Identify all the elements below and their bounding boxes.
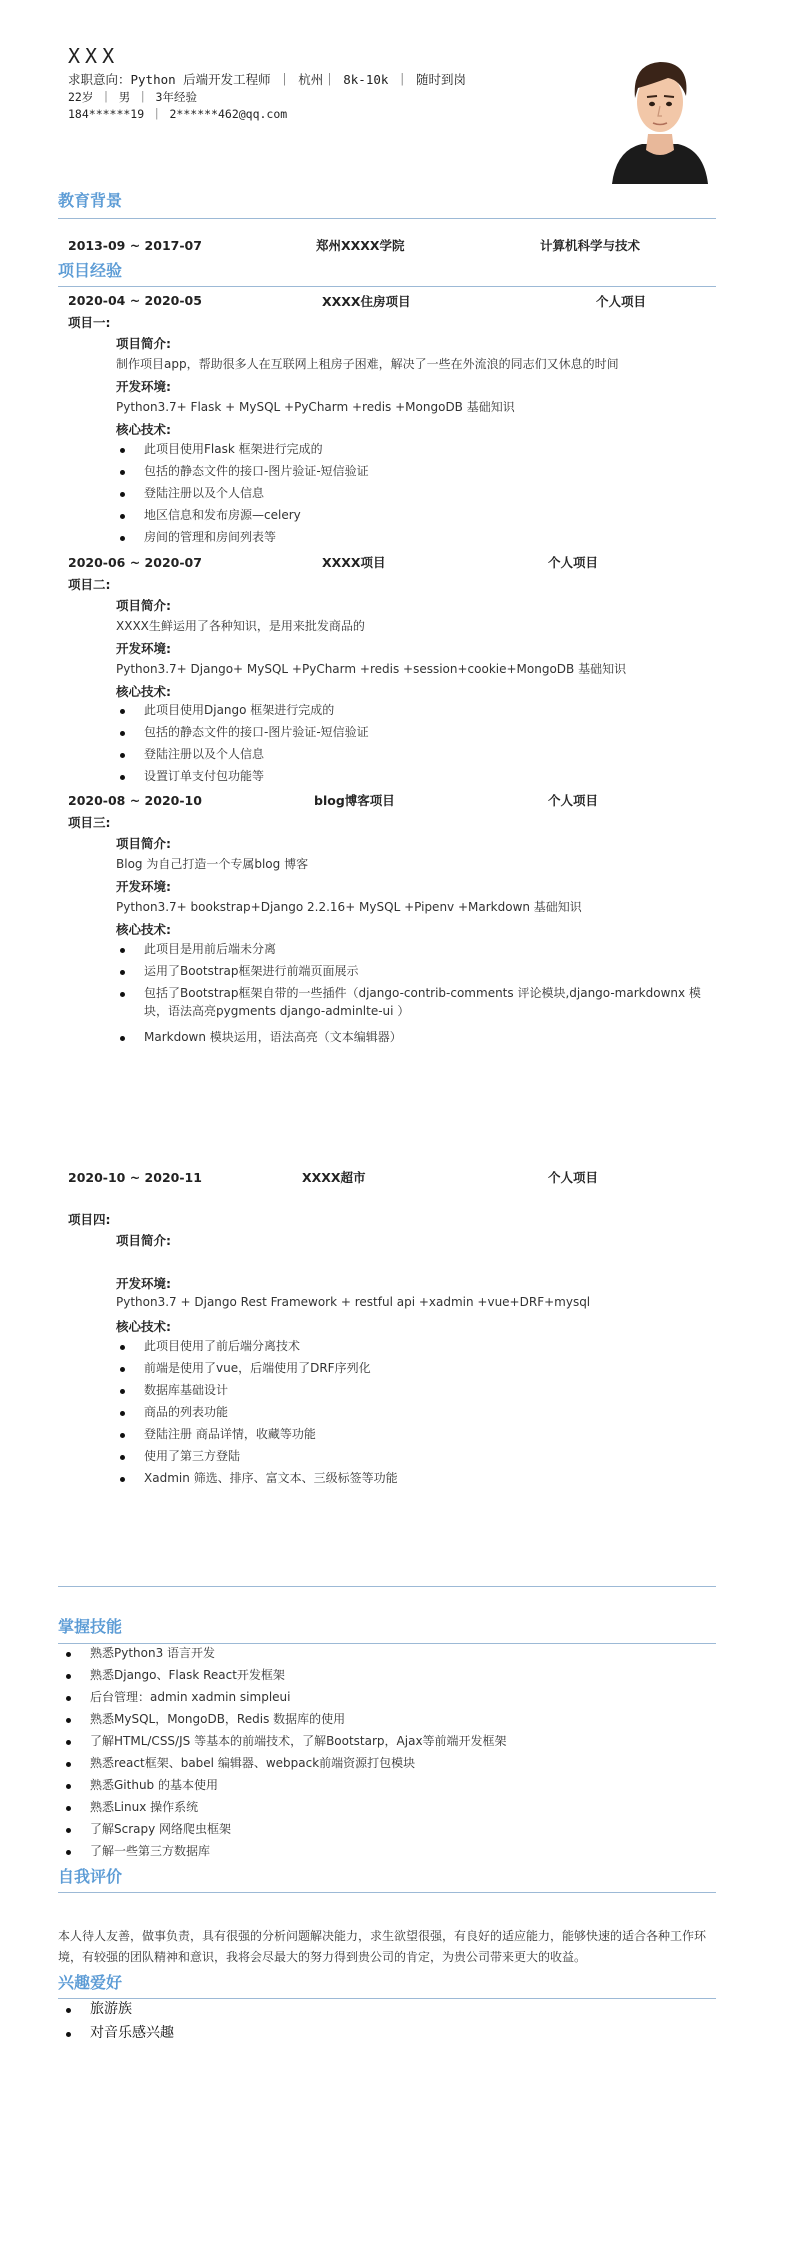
list-item: 熟悉Python3 语言开发	[62, 1644, 702, 1666]
project-3-label: 项目三:	[68, 815, 111, 830]
section-hobbies-title: 兴趣爱好	[58, 1973, 123, 1992]
project-2-tech-list	[116, 701, 716, 789]
section-evaluation-title: 自我评价	[58, 1867, 123, 1886]
hobbies-list	[62, 2000, 174, 2048]
list-item: 地区信息和发布房源—celery	[116, 506, 716, 528]
project-3-role: 个人项目	[548, 793, 599, 808]
contact-info: 184******19 ｜ 2******462@qq.com	[68, 107, 288, 121]
list-item: 此项目使用Flask 框架进行完成的	[116, 440, 716, 462]
project-4-env-label: 开发环境:	[116, 1276, 171, 1291]
candidate-name: XXX	[68, 44, 120, 68]
project-4-tech-label: 核心技术:	[116, 1319, 171, 1334]
project-1-env-label: 开发环境:	[116, 379, 171, 394]
project-1-title: XXXX住房项目	[322, 294, 411, 309]
project-1-tech-label: 核心技术:	[116, 422, 171, 437]
project-4-role: 个人项目	[548, 1170, 599, 1185]
personal-info: 22岁 ｜ 男 ｜ 3年经验	[68, 90, 197, 104]
project-4-intro-label: 项目简介:	[116, 1233, 171, 1248]
list-item: 了解HTML/CSS/JS 等基本的前端技术，了解Bootstarp，Ajax等前端开发框架	[62, 1732, 702, 1754]
list-item: 熟悉react框架、babel 编辑器、webpack前端资源打包模块	[62, 1754, 702, 1776]
list-item: 登陆注册以及个人信息	[116, 745, 716, 767]
list-item: 使用了第三方登陆	[116, 1447, 716, 1469]
project-3-tech-label: 核心技术:	[116, 922, 171, 937]
skills-list	[62, 1644, 702, 1864]
education-divider	[58, 218, 716, 219]
project-3-title: blog博客项目	[314, 793, 395, 808]
project-2-title: XXXX项目	[322, 555, 386, 570]
list-item: 熟悉MySQL，MongoDB，Redis 数据库的使用	[62, 1710, 702, 1732]
section-skills-title: 掌握技能	[58, 1617, 123, 1636]
list-item: 运用了Bootstrap框架进行前端页面展示	[116, 962, 716, 984]
list-item: 旅游族	[62, 2000, 174, 2024]
list-item: 登陆注册 商品详情，收藏等功能	[116, 1425, 716, 1447]
project-2-intro: XXXX生鲜运用了各种知识，是用来批发商品的	[116, 619, 365, 633]
project-3-period: 2020-08 ~ 2020-10	[68, 793, 202, 808]
project-2-tech-label: 核心技术:	[116, 684, 171, 699]
project-1-tech-list	[116, 440, 716, 550]
list-item: 包括了Bootstrap框架自带的一些插件（django-contrib-comments 评论模块,django-markdownx 模块，语法高亮pygments django-adminlte-ui ）	[116, 984, 716, 1028]
evaluation-divider	[58, 1892, 716, 1893]
list-item: 房间的管理和房间列表等	[116, 528, 716, 550]
project-2-label: 项目二:	[68, 577, 111, 592]
project-3-tech-list	[116, 940, 716, 1050]
list-item: 数据库基础设计	[116, 1381, 716, 1403]
project-3-env-label: 开发环境:	[116, 879, 171, 894]
project-2-env: Python3.7+ Django+ MySQL +PyCharm +redis +session+cookie+MongoDB 基础知识	[116, 662, 627, 676]
project-3-intro-label: 项目简介:	[116, 836, 171, 851]
job-intent: 求职意向：Python 后端开发工程师 ｜ 杭州｜ 8k-10k ｜ 随时到岗	[68, 72, 466, 87]
list-item: 此项目是用前后端未分离	[116, 940, 716, 962]
project-4-tech-list	[116, 1337, 716, 1491]
list-item: 此项目使用了前后端分离技术	[116, 1337, 716, 1359]
list-item: 包括的静态文件的接口-图片验证-短信验证	[116, 462, 716, 484]
project-3-env: Python3.7+ bookstrap+Django 2.2.16+ MySQL +Pipenv +Markdown 基础知识	[116, 900, 582, 914]
list-item: 熟悉Github 的基本使用	[62, 1776, 702, 1798]
skills-top-divider	[58, 1586, 716, 1587]
project-2-env-label: 开发环境:	[116, 641, 171, 656]
project-1-intro-label: 项目简介:	[116, 336, 171, 351]
project-1-label: 项目一:	[68, 315, 111, 330]
list-item: 后台管理：admin xadmin simpleui	[62, 1688, 702, 1710]
project-1-env: Python3.7+ Flask + MySQL +PyCharm +redis +MongoDB 基础知识	[116, 400, 515, 414]
list-item: 熟悉Linux 操作系统	[62, 1798, 702, 1820]
project-1-intro: 制作项目app，帮助很多人在互联网上租房子困难，解决了一些在外流浪的同志们又休息的时间	[116, 357, 619, 371]
project-4-title: XXXX超市	[302, 1170, 366, 1185]
list-item: 登陆注册以及个人信息	[116, 484, 716, 506]
list-item: Xadmin 筛选、排序、富文本、三级标签等功能	[116, 1469, 716, 1491]
project-3-intro: Blog 为自己打造一个专属blog 博客	[116, 857, 309, 871]
list-item: 商品的列表功能	[116, 1403, 716, 1425]
project-4-period: 2020-10 ~ 2020-11	[68, 1170, 202, 1185]
project-2-role: 个人项目	[548, 555, 599, 570]
project-1-role: 个人项目	[596, 294, 647, 309]
list-item: 对音乐感兴趣	[62, 2024, 174, 2048]
education-major: 计算机科学与技术	[540, 238, 641, 253]
self-evaluation-text: 本人待人友善，做事负责，具有很强的分析问题解决能力，求生欲望很强，有良好的适应能力，能够快速的适合各种工作环境，有较强的团队精神和意识，我将会尽最大的努力得到贵公司的肯定，为贵公司带来更大的收益。	[58, 1929, 707, 1964]
list-item: 了解一些第三方数据库	[62, 1842, 702, 1864]
list-item: 此项目使用Django 框架进行完成的	[116, 701, 716, 723]
project-4-label: 项目四:	[68, 1212, 111, 1227]
list-item: 了解Scrapy 网络爬虫框架	[62, 1820, 702, 1842]
project-4-env: Python3.7 + Django Rest Framework + restful api +xadmin +vue+DRF+mysql	[116, 1295, 591, 1309]
list-item: 设置订单支付包功能等	[116, 767, 716, 789]
section-education-title: 教育背景	[58, 191, 123, 210]
list-item: 前端是使用了vue，后端使用了DRF序列化	[116, 1359, 716, 1381]
list-item: 包括的静态文件的接口-图片验证-短信验证	[116, 723, 716, 745]
project-1-period: 2020-04 ~ 2020-05	[68, 293, 202, 308]
project-2-period: 2020-06 ~ 2020-07	[68, 555, 202, 570]
avatar	[608, 46, 712, 184]
hobbies-divider	[58, 1998, 716, 1999]
list-item: 熟悉Django、Flask React开发框架	[62, 1666, 702, 1688]
project-2-intro-label: 项目简介:	[116, 598, 171, 613]
list-item: Markdown 模块运用，语法高亮（文本编辑器）	[116, 1028, 716, 1050]
projects-divider	[58, 286, 716, 287]
education-school: 郑州XXXX学院	[316, 238, 405, 253]
section-projects-title: 项目经验	[58, 261, 123, 280]
education-period: 2013-09 ~ 2017-07	[68, 238, 202, 253]
